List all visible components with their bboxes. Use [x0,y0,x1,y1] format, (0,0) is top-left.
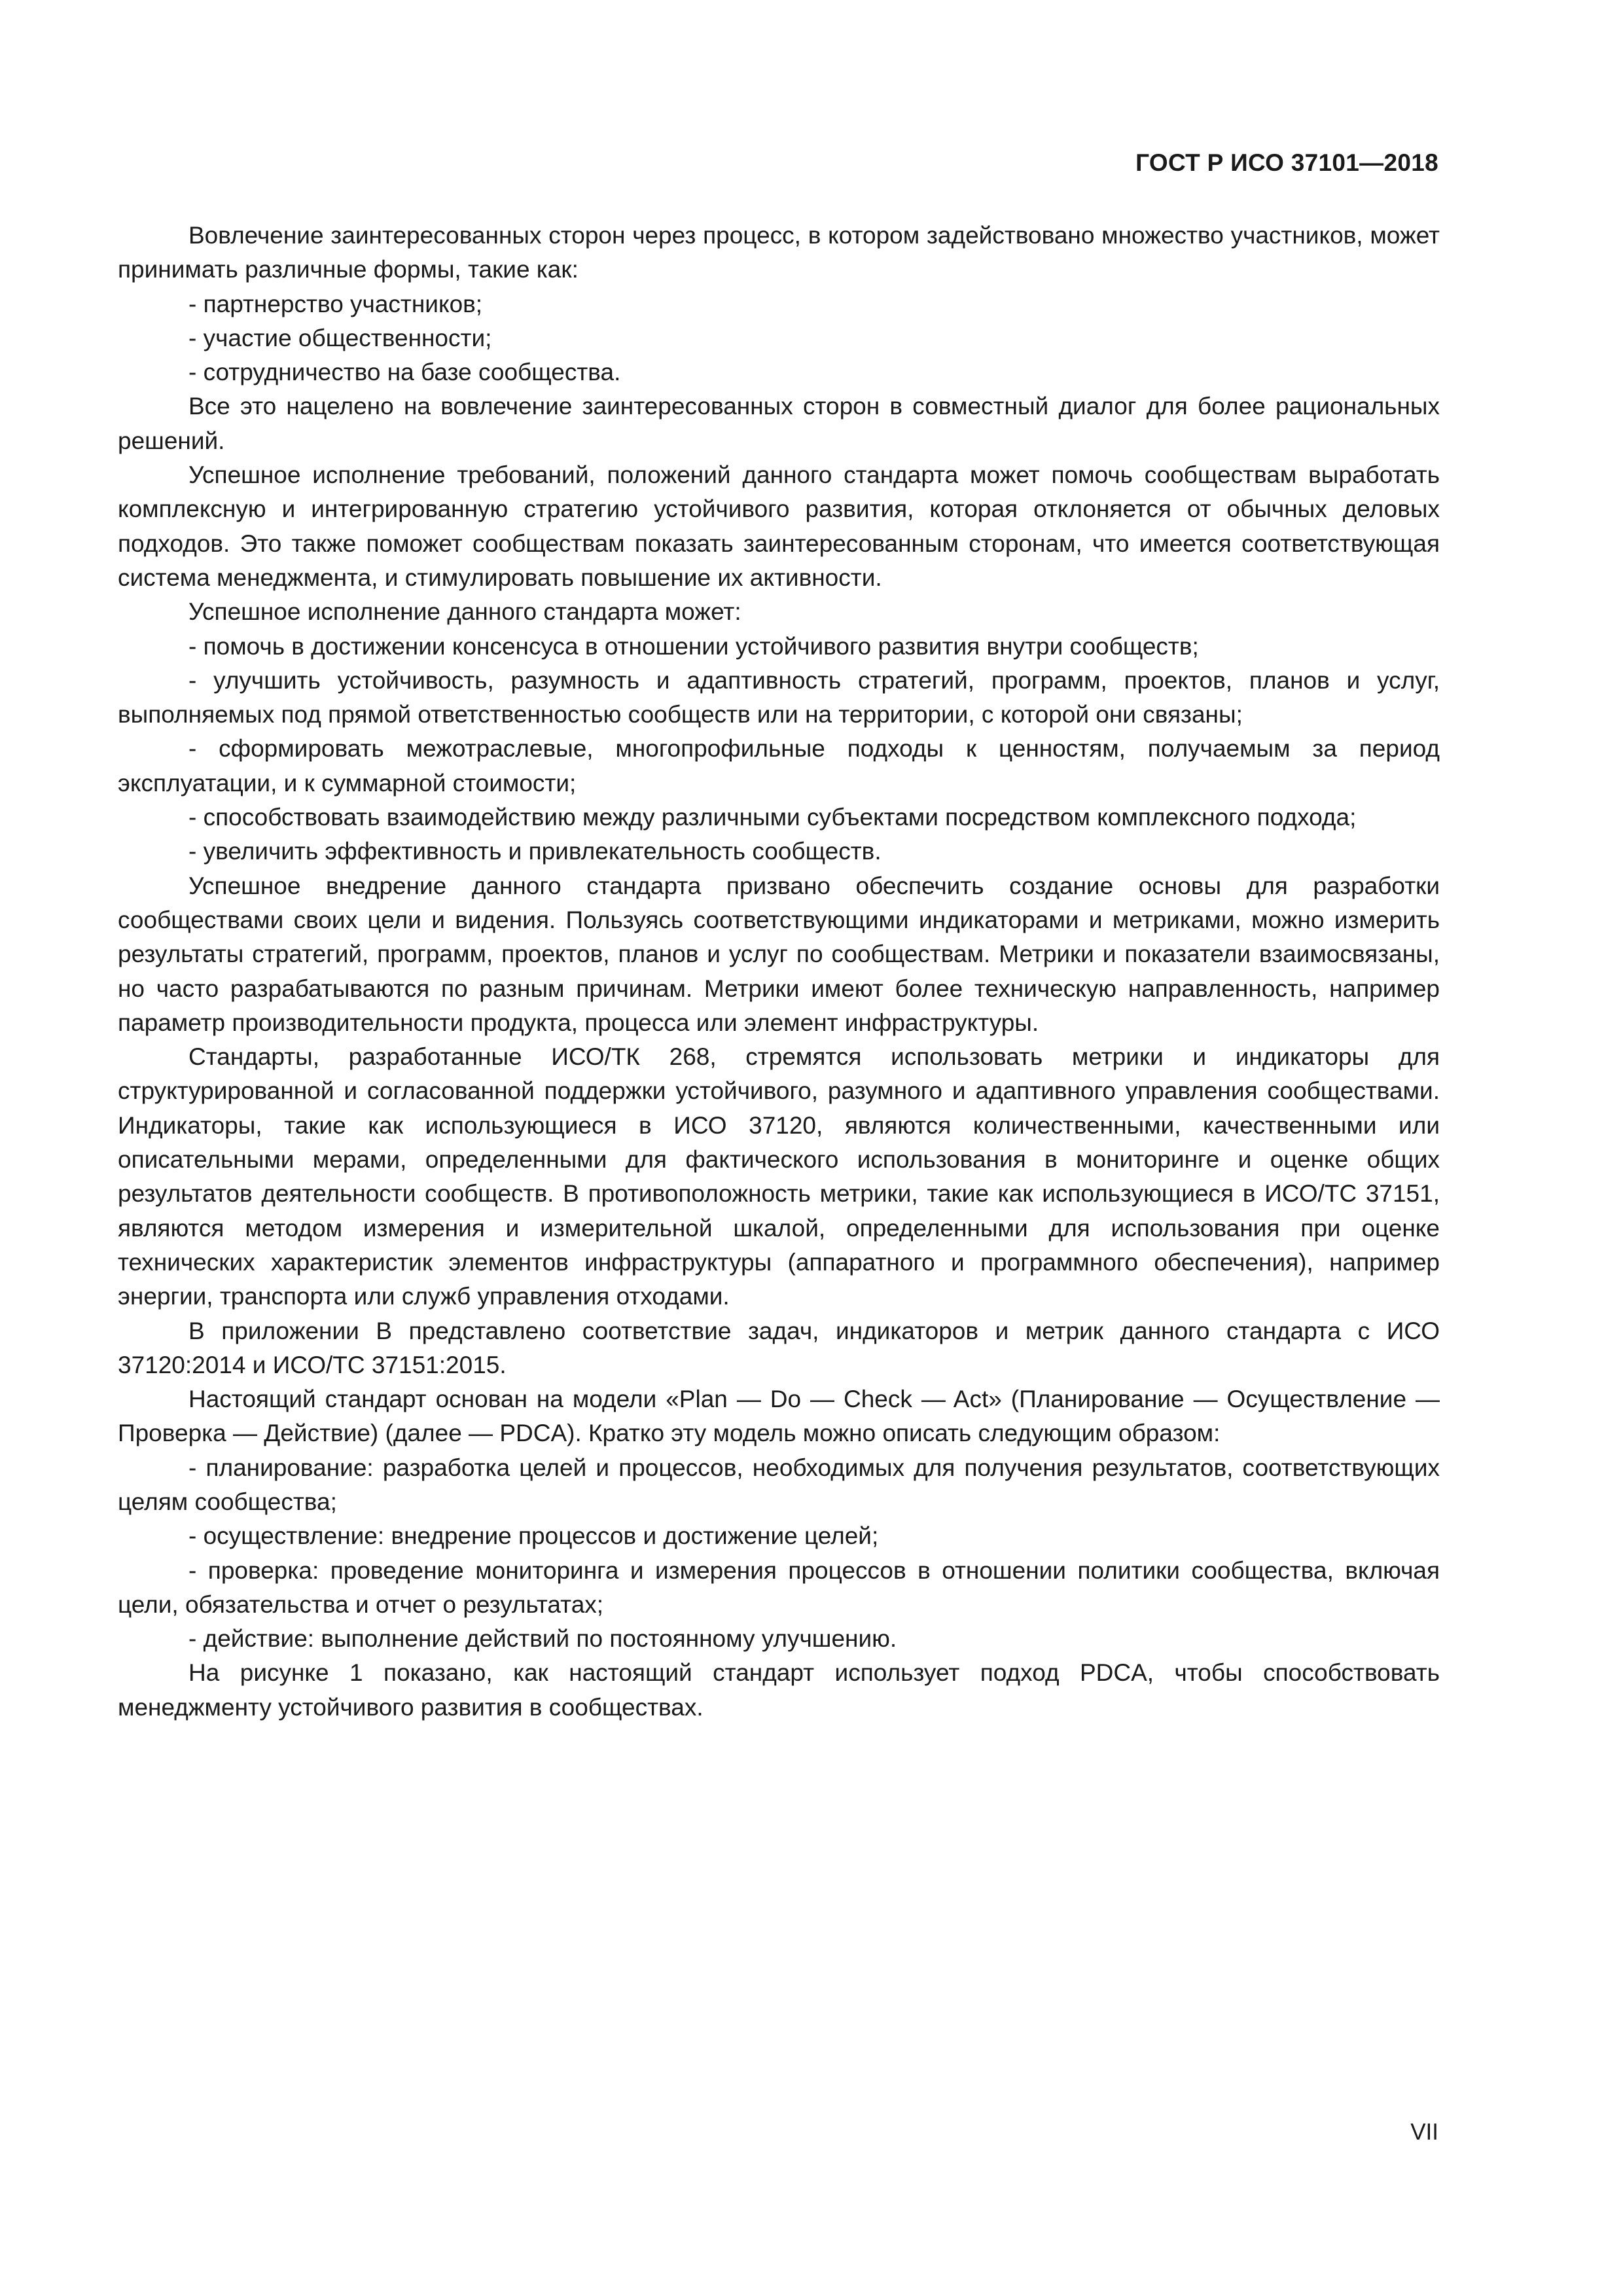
list-item: - улучшить устойчивость, разумность и адаптивность стратегий, программ, проектов, планов и услуг, выполняемых под прямой ответственностью сообществ или на территории, с которой они связаны; [118,666,1440,728]
paragraph: Стандарты, разработанные ИСО/ТК 268, стремятся использовать метрики и индикаторы для структурированной и согласованной поддержки устойчивого, разумного и адаптивного управления сообществами. Индикаторы, такие как использующиеся в ИСО 37120, являются количественными, качественными или описательными мерами, определенными для фактического использования в мониторинге и оценке общих результатов деятельности сообществ. В противоположность метрики, такие как использующиеся в ИСО/ТС 37151, являются методом измерения и измерительной шкалой, определенными для использования при оценке технических характеристик элементов инфраструктуры (аппаратного и программного обеспечения), например энергии, транспорта или служб управления отходами. [118,1043,1440,1310]
list-item: - сформировать межотраслевые, многопрофильные подходы к ценностям, получаемым за период эксплуатации, и к суммарной стоимости; [118,735,1440,797]
document-header: ГОСТ Р ИСО 37101—2018 [1135,149,1438,176]
list-item: - проверка: проведение мониторинга и измерения процессов в отношении политики сообщества, включая цели, обязательства и отчет о результатах; [118,1556,1440,1618]
list-item: - помочь в достижении консенсуса в отношении устойчивого развития внутри сообществ; [188,632,1199,660]
paragraph: Успешное исполнение данного стандарта может: [188,598,741,626]
list-item: - партнерство участников; [188,290,483,317]
paragraph: В приложении В представлено соответствие задач, индикаторов и метрик данного стандарта с ИСО 37120:2014 и ИСО/ТС 37151:2015. [118,1317,1440,1378]
list-item: - способствовать взаимодействию между различными субъектами посредством комплексного подхода; [188,804,1357,831]
paragraph: На рисунке 1 показано, как настоящий стандарт использует подход PDCA, чтобы способствовать менеджменту устойчивого развития в сообществах. [118,1659,1440,1721]
document-body [118,219,1440,1725]
list-item: - сотрудничество на базе сообщества. [188,359,621,386]
page-number: VII [1410,2119,1438,2145]
list-item: - участие общественности; [188,324,492,351]
list-item: - увеличить эффективность и привлекательность сообществ. [188,838,882,865]
list-item: - планирование: разработка целей и процессов, необходимых для получения результатов, соответствующих целям сообщества; [118,1454,1440,1515]
paragraph: Успешное исполнение требований, положений данного стандарта может помочь сообществам выработать комплексную и интегрированную стратегию устойчивого развития, которая отклоняется от обычных деловых подходов. Это также поможет сообществам показать заинтересованным сторонам, что имеется соответствующая система менеджмента, и стимулировать повышение их активности. [118,461,1440,591]
paragraph: Настоящий стандарт основан на модели «Plan — Do — Check — Act» (Планирование — Осуществление — Проверка — Действие) (далее — PDCA). Кратко эту модель можно описать следующим образом: [118,1386,1440,1447]
list-item: - действие: выполнение действий по постоянному улучшению. [188,1625,897,1653]
list-item: - осуществление: внедрение процессов и достижение целей; [188,1522,879,1550]
paragraph: Вовлечение заинтересованных сторон через процесс, в котором задействовано множество участников, может принимать различные формы, такие как: [118,222,1440,283]
paragraph: Все это нацелено на вовлечение заинтересованных сторон в совместный диалог для более рациональных решений. [118,393,1440,454]
paragraph: Успешное внедрение данного стандарта призвано обеспечить создание основы для разработки сообществами своих цели и видения. Пользуясь соответствующими индикаторами и метриками, можно измерить результаты стратегий, программ, проектов, планов и услуг по сообществам. Метрики и показатели взаимосвязаны, но часто разрабатываются по разным причинам. Метрики имеют более техническую направленность, например параметр производительности продукта, процесса или элемент инфраструктуры. [118,872,1440,1036]
